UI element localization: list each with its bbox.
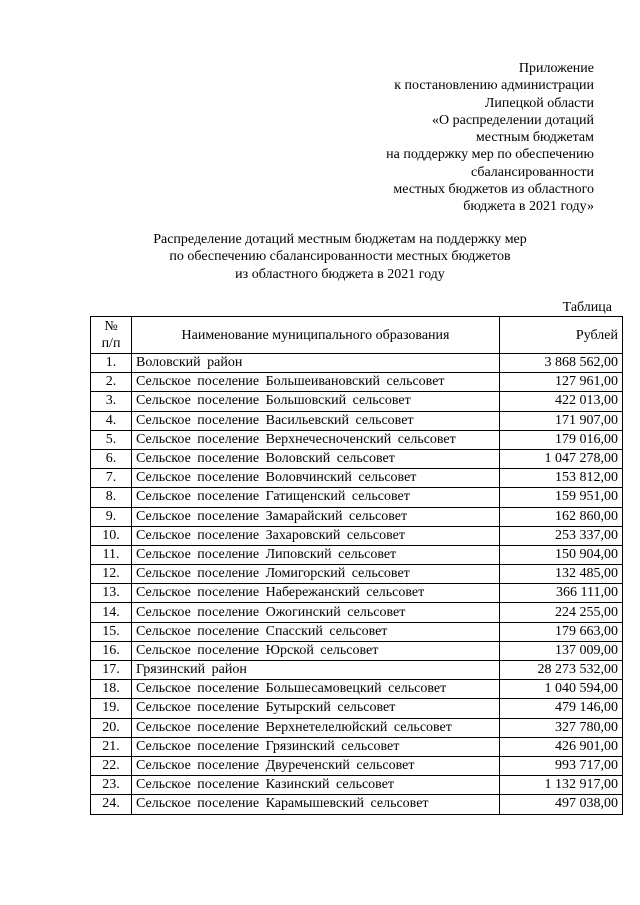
row-number: 24.: [91, 795, 132, 814]
row-number: 11.: [91, 545, 132, 564]
row-number: 8.: [91, 488, 132, 507]
row-sum: 479 146,00: [500, 699, 623, 718]
row-name: Сельское поселение Захаровский сельсовет: [132, 526, 500, 545]
row-name: Сельское поселение Бутырский сельсовет: [132, 699, 500, 718]
row-sum: 127 961,00: [500, 373, 623, 392]
row-sum: 1 040 594,00: [500, 680, 623, 699]
header-sum: Рублей: [500, 317, 623, 354]
table-row: [91, 354, 623, 373]
table-row: [91, 756, 623, 775]
table-row: [91, 584, 623, 603]
row-number: 10.: [91, 526, 132, 545]
row-sum: 132 485,00: [500, 565, 623, 584]
table-row: [91, 507, 623, 526]
header-number-symbol: №: [104, 319, 118, 334]
table-row: [91, 545, 623, 564]
title-line: Распределение дотаций местным бюджетам на поддержку мер: [153, 232, 527, 247]
row-name: Сельское поселение Набережанский сельсовет: [132, 584, 500, 603]
row-sum: 1 132 917,00: [500, 776, 623, 795]
row-name: Сельское поселение Воловчинский сельсовет: [132, 469, 500, 488]
row-sum: 153 812,00: [500, 469, 623, 488]
table-row: [91, 737, 623, 756]
table-row: [91, 565, 623, 584]
header-name: Наименование муниципального образования: [132, 317, 500, 354]
row-sum: 497 038,00: [500, 795, 623, 814]
header-number-abbr: п/п: [101, 336, 121, 351]
row-name: Сельское поселение Карамышевский сельсовет: [132, 795, 500, 814]
table-row: [91, 411, 623, 430]
table-header-row: [91, 317, 623, 354]
row-name: Сельское поселение Замарайский сельсовет: [132, 507, 500, 526]
row-number: 3.: [91, 392, 132, 411]
table-row: [91, 699, 623, 718]
row-name: Сельское поселение Гатищенский сельсовет: [132, 488, 500, 507]
document-title: [110, 231, 570, 283]
row-sum: 426 901,00: [500, 737, 623, 756]
row-name: Сельское поселение Казинский сельсовет: [132, 776, 500, 795]
row-sum: 159 951,00: [500, 488, 623, 507]
row-number: 9.: [91, 507, 132, 526]
appendix-line: местных бюджетов из областного: [393, 182, 594, 198]
appendix-line: Липецкой области: [484, 95, 594, 111]
title-line: из областного бюджета в 2021 году: [235, 266, 445, 282]
row-number: 20.: [91, 718, 132, 737]
row-sum: 179 663,00: [500, 622, 623, 641]
row-sum: 28 273 532,00: [500, 661, 623, 680]
appendix-line: на поддержку мер по обеспечению: [386, 147, 594, 163]
row-name: Сельское поселение Большеивановский сельсовет: [132, 373, 500, 392]
row-number: 17.: [91, 661, 132, 680]
row-name: Сельское поселение Ожогинский сельсовет: [132, 603, 500, 622]
row-number: 14.: [91, 603, 132, 622]
row-name: Сельское поселение Большовский сельсовет: [132, 392, 500, 411]
row-name: Сельское поселение Ломигорский сельсовет: [132, 565, 500, 584]
header-number: [91, 317, 132, 354]
appendix-line: «О распределении дотаций: [432, 112, 594, 128]
row-sum: 253 337,00: [500, 526, 623, 545]
table-row: [91, 680, 623, 699]
row-number: 5.: [91, 430, 132, 449]
row-name: Сельское поселение Верхнечесноченский сельсовет: [132, 430, 500, 449]
row-sum: 1 047 278,00: [500, 449, 623, 468]
table-row: [91, 603, 623, 622]
table-row: [91, 430, 623, 449]
row-number: 15.: [91, 622, 132, 641]
row-sum: 224 255,00: [500, 603, 623, 622]
row-number: 19.: [91, 699, 132, 718]
row-name: Грязинский район: [132, 661, 500, 680]
row-sum: 162 860,00: [500, 507, 623, 526]
table-row: [91, 392, 623, 411]
table-row: [91, 641, 623, 660]
title-line: по обеспечению сбалансированности местных бюджетов: [169, 249, 511, 265]
row-number: 18.: [91, 680, 132, 699]
appendix-line: Приложение: [518, 61, 594, 76]
appendix-line: сбалансированности: [470, 164, 594, 180]
row-sum: 422 013,00: [500, 392, 623, 411]
row-number: 7.: [91, 469, 132, 488]
row-name: Сельское поселение Спасский сельсовет: [132, 622, 500, 641]
row-name: Сельское поселение Юрской сельсовет: [132, 641, 500, 660]
row-sum: 327 780,00: [500, 718, 623, 737]
row-number: 6.: [91, 449, 132, 468]
row-name: Сельское поселение Двуреченский сельсовет: [132, 756, 500, 775]
appendix-line: к постановлению администрации: [394, 78, 594, 94]
row-number: 4.: [91, 411, 132, 430]
table-row: [91, 449, 623, 468]
row-name: Сельское поселение Большесамовецкий сельсовет: [132, 680, 500, 699]
row-number: 12.: [91, 565, 132, 584]
row-sum: 993 717,00: [500, 756, 623, 775]
row-number: 13.: [91, 584, 132, 603]
row-number: 2.: [91, 373, 132, 392]
table-row: [91, 661, 623, 680]
table-row: [91, 526, 623, 545]
row-name: Сельское поселение Верхнетелелюйский сельсовет: [132, 718, 500, 737]
table-caption: Таблица: [562, 300, 612, 315]
table-row: [91, 795, 623, 814]
row-number: 22.: [91, 756, 132, 775]
budget-table: [90, 316, 623, 815]
table-row: [91, 776, 623, 795]
table-row: [91, 469, 623, 488]
appendix-line: бюджета в 2021 году»: [463, 199, 594, 215]
table-row: [91, 718, 623, 737]
row-name: Сельское поселение Васильевский сельсовет: [132, 411, 500, 430]
row-sum: 137 009,00: [500, 641, 623, 660]
row-name: Воловский район: [132, 354, 500, 373]
row-name: Сельское поселение Воловский сельсовет: [132, 449, 500, 468]
appendix-block: [386, 60, 594, 216]
row-name: Сельское поселение Липовский сельсовет: [132, 545, 500, 564]
row-number: 1.: [91, 354, 132, 373]
row-name: Сельское поселение Грязинский сельсовет: [132, 737, 500, 756]
table-row: [91, 373, 623, 392]
row-number: 21.: [91, 737, 132, 756]
row-number: 23.: [91, 776, 132, 795]
table-row: [91, 488, 623, 507]
row-number: 16.: [91, 641, 132, 660]
row-sum: 179 016,00: [500, 430, 623, 449]
row-sum: 171 907,00: [500, 411, 623, 430]
row-sum: 150 904,00: [500, 545, 623, 564]
row-sum: 366 111,00: [500, 584, 623, 603]
table-row: [91, 622, 623, 641]
row-sum: 3 868 562,00: [500, 354, 623, 373]
table-body: [91, 354, 623, 815]
appendix-line: местным бюджетам: [475, 130, 594, 146]
